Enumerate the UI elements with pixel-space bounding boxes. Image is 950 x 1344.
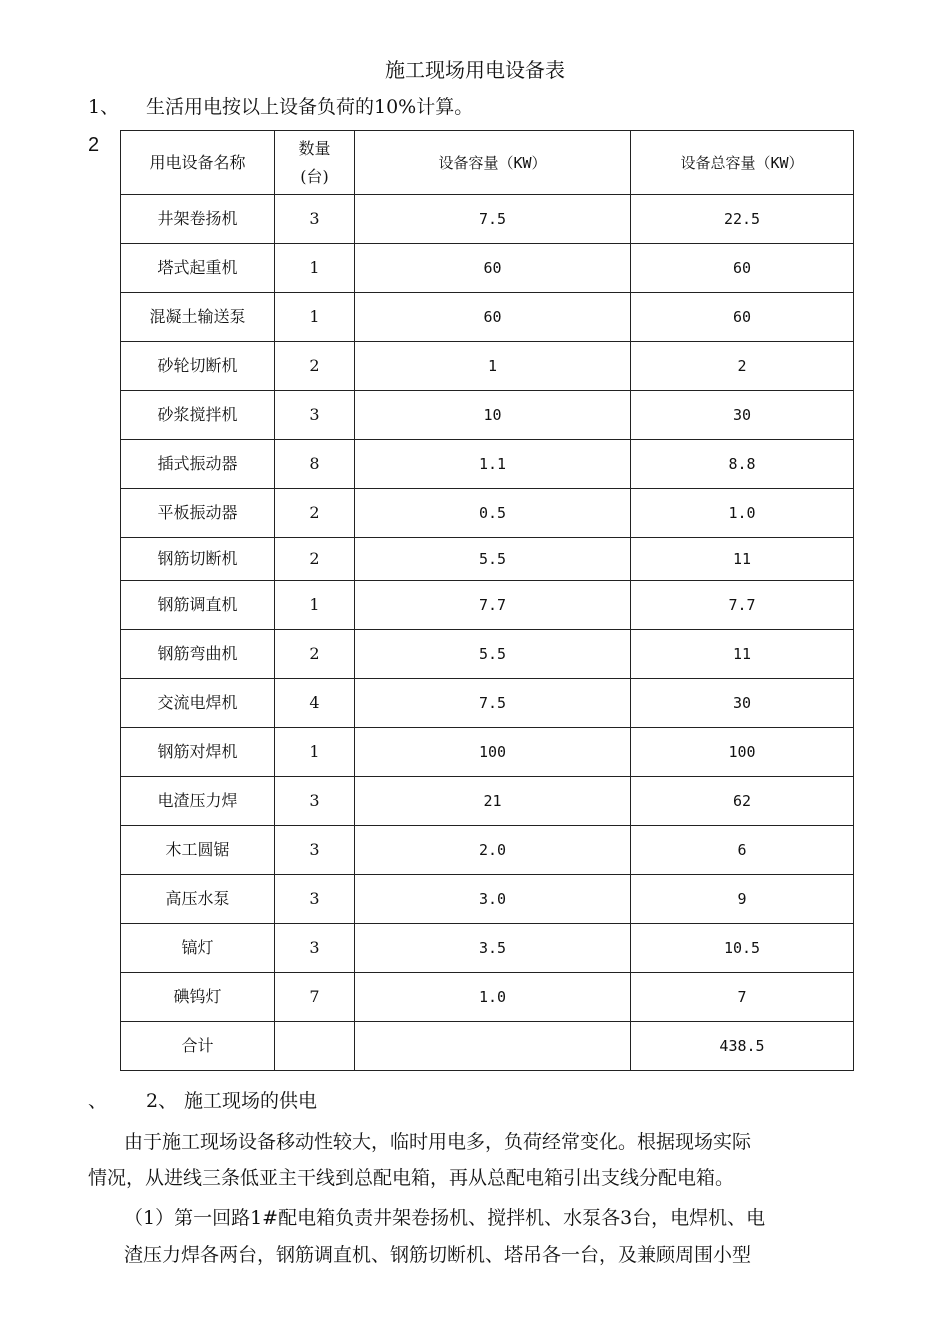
- cell-total: 30: [631, 391, 854, 440]
- cell-total: 10.5: [631, 924, 854, 973]
- cell-qty: 3: [275, 826, 355, 875]
- cell-name: 钢筋弯曲机: [121, 630, 275, 679]
- cell-name: 平板振动器: [121, 489, 275, 538]
- cell-total: 9: [631, 875, 854, 924]
- cell-qty: 3: [275, 777, 355, 826]
- cell-qty: 3: [275, 875, 355, 924]
- cell-total: 62: [631, 777, 854, 826]
- cell-name: 井架卷扬机: [121, 195, 275, 244]
- cell-name: 钢筋切断机: [121, 538, 275, 581]
- cell-total: 1.0: [631, 489, 854, 538]
- cell-capacity: 60: [355, 293, 631, 342]
- cell-name: 镐灯: [121, 924, 275, 973]
- cell-qty: 3: [275, 924, 355, 973]
- cell-capacity: 100: [355, 728, 631, 777]
- equipment-table: [120, 130, 854, 1071]
- cell-name: 塔式起重机: [121, 244, 275, 293]
- paragraph-line-2: 情况，从进线三条低亚主干线到总配电箱，再从总配电箱引出支线分配电箱。: [88, 1167, 735, 1189]
- cell-total: 30: [631, 679, 854, 728]
- cell-name: 木工圆锯: [121, 826, 275, 875]
- item-1-number: 1、: [88, 96, 120, 118]
- cell-qty: 8: [275, 440, 355, 489]
- stray-number: 2: [88, 134, 100, 156]
- cell-capacity: 10: [355, 391, 631, 440]
- cell-name: 电渣压力焊: [121, 777, 275, 826]
- section-2-lead-mark: 、: [88, 1090, 108, 1112]
- cell-total: 22.5: [631, 195, 854, 244]
- table-row: [121, 973, 854, 1022]
- cell-capacity: 60: [355, 244, 631, 293]
- cell-capacity: 7.5: [355, 679, 631, 728]
- cell-capacity: 2.0: [355, 826, 631, 875]
- cell-qty: 1: [275, 293, 355, 342]
- cell-capacity: 3.5: [355, 924, 631, 973]
- cell-name: 砂浆搅拌机: [121, 391, 275, 440]
- cell-total: 8.8: [631, 440, 854, 489]
- table-row: [121, 679, 854, 728]
- table-row: [121, 293, 854, 342]
- cell-qty: 3: [275, 391, 355, 440]
- paragraph-line-4: 渣压力焊各两台，钢筋调直机、钢筋切断机、塔吊各一台，及兼顾周围小型: [124, 1244, 752, 1266]
- table-header-row: [121, 131, 854, 195]
- cell-qty: 2: [275, 630, 355, 679]
- table-row: [121, 728, 854, 777]
- cell-qty: 4: [275, 679, 355, 728]
- cell-qty: 1: [275, 728, 355, 777]
- footer-name: 合计: [121, 1022, 275, 1071]
- item-1-text: 生活用电按以上设备负荷的10%计算。: [146, 96, 474, 118]
- cell-total: 100: [631, 728, 854, 777]
- cell-capacity: 1.0: [355, 973, 631, 1022]
- cell-qty: 7: [275, 973, 355, 1022]
- cell-capacity: 3.0: [355, 875, 631, 924]
- section-2-title: 施工现场的供电: [184, 1090, 318, 1112]
- header-qty-line1: 数量: [298, 138, 331, 158]
- cell-name: 砂轮切断机: [121, 342, 275, 391]
- table-row: [121, 777, 854, 826]
- table-row: [121, 924, 854, 973]
- document-title: 施工现场用电设备表: [385, 58, 565, 82]
- table-row: [121, 244, 854, 293]
- cell-total: 7: [631, 973, 854, 1022]
- footer-total: 438.5: [631, 1022, 854, 1071]
- table-row: [121, 538, 854, 581]
- cell-capacity: 1.1: [355, 440, 631, 489]
- cell-total: 7.7: [631, 581, 854, 630]
- cell-total: 60: [631, 244, 854, 293]
- cell-total: 60: [631, 293, 854, 342]
- cell-name: 钢筋对焊机: [121, 728, 275, 777]
- section-2-number: 2、: [146, 1090, 178, 1112]
- table-row: [121, 440, 854, 489]
- paragraph-line-1: 由于施工现场设备移动性较大，临时用电多，负荷经常变化。根据现场实际: [124, 1131, 752, 1153]
- item-1-line: [88, 92, 473, 119]
- cell-capacity: 7.5: [355, 195, 631, 244]
- cell-total: 11: [631, 538, 854, 581]
- table-row: [121, 391, 854, 440]
- paragraph-line-3: （1）第一回路1#配电箱负责井架卷扬机、搅拌机、水泵各3台，电焊机、电: [124, 1207, 766, 1229]
- cell-name: 交流电焊机: [121, 679, 275, 728]
- table-row: [121, 581, 854, 630]
- header-qty: [275, 131, 355, 195]
- cell-total: 11: [631, 630, 854, 679]
- cell-capacity: 0.5: [355, 489, 631, 538]
- table-row: [121, 826, 854, 875]
- cell-name: 插式振动器: [121, 440, 275, 489]
- cell-total: 2: [631, 342, 854, 391]
- cell-capacity: 7.7: [355, 581, 631, 630]
- section-2-heading: [88, 1086, 317, 1113]
- table-row: [121, 489, 854, 538]
- cell-name: 混凝土输送泵: [121, 293, 275, 342]
- cell-qty: 1: [275, 244, 355, 293]
- footer-qty: [275, 1022, 355, 1071]
- cell-qty: 3: [275, 195, 355, 244]
- cell-total: 6: [631, 826, 854, 875]
- header-qty-line2: (台): [300, 166, 329, 186]
- footer-capacity: [355, 1022, 631, 1071]
- table-row: [121, 875, 854, 924]
- header-name: 用电设备名称: [121, 131, 275, 195]
- cell-qty: 2: [275, 489, 355, 538]
- cell-name: 碘钨灯: [121, 973, 275, 1022]
- cell-qty: 1: [275, 581, 355, 630]
- cell-qty: 2: [275, 342, 355, 391]
- cell-qty: 2: [275, 538, 355, 581]
- cell-capacity: 1: [355, 342, 631, 391]
- table-footer-row: [121, 1022, 854, 1071]
- cell-capacity: 5.5: [355, 538, 631, 581]
- cell-capacity: 5.5: [355, 630, 631, 679]
- table-row: [121, 630, 854, 679]
- cell-name: 高压水泵: [121, 875, 275, 924]
- table-row: [121, 195, 854, 244]
- header-total: 设备总容量（KW）: [631, 131, 854, 195]
- table-row: [121, 342, 854, 391]
- header-capacity: 设备容量（KW）: [355, 131, 631, 195]
- cell-capacity: 21: [355, 777, 631, 826]
- cell-name: 钢筋调直机: [121, 581, 275, 630]
